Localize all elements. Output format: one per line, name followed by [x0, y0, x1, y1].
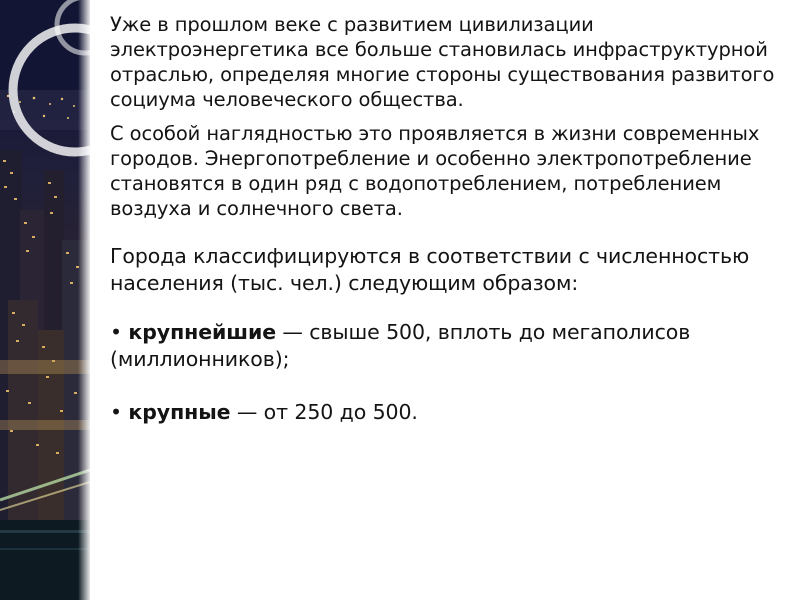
paragraph-history: Уже в прошлом веке с развитием цивилизации электроэнергетика все больше становилась инфраструктурной отраслью, определяя многие стороны существования развитого социума человеческого общества. [110, 13, 775, 111]
bullet-text: — свыше 500, вплоть до мегаполисов (миллионников); [110, 320, 691, 371]
city-skyline-graphic [0, 0, 90, 600]
bullet-text: — от 250 до 500. [230, 400, 418, 424]
slide-text [110, 12, 782, 452]
bullet-large [110, 399, 782, 426]
city-night-photo [0, 0, 90, 600]
paragraph-cities: С особой наглядностью это проявляется в жизни современных городов. Энергопотребление и особенно электропотребление становятся в один ряд с водопотреблением, потреблением воздуха и солнечного света. [110, 122, 760, 220]
photo-fade-edge [78, 0, 90, 600]
paragraph-classification: Города классифицируются в соответствии с численностью населения (тыс. чел.) следующим образом: [110, 244, 750, 295]
bullet-term: крупные [128, 400, 231, 424]
bullet-marker: • [110, 320, 122, 344]
bullet-term: крупнейшие [128, 320, 277, 344]
bullet-largest [110, 319, 782, 373]
bullet-marker: • [110, 400, 122, 424]
